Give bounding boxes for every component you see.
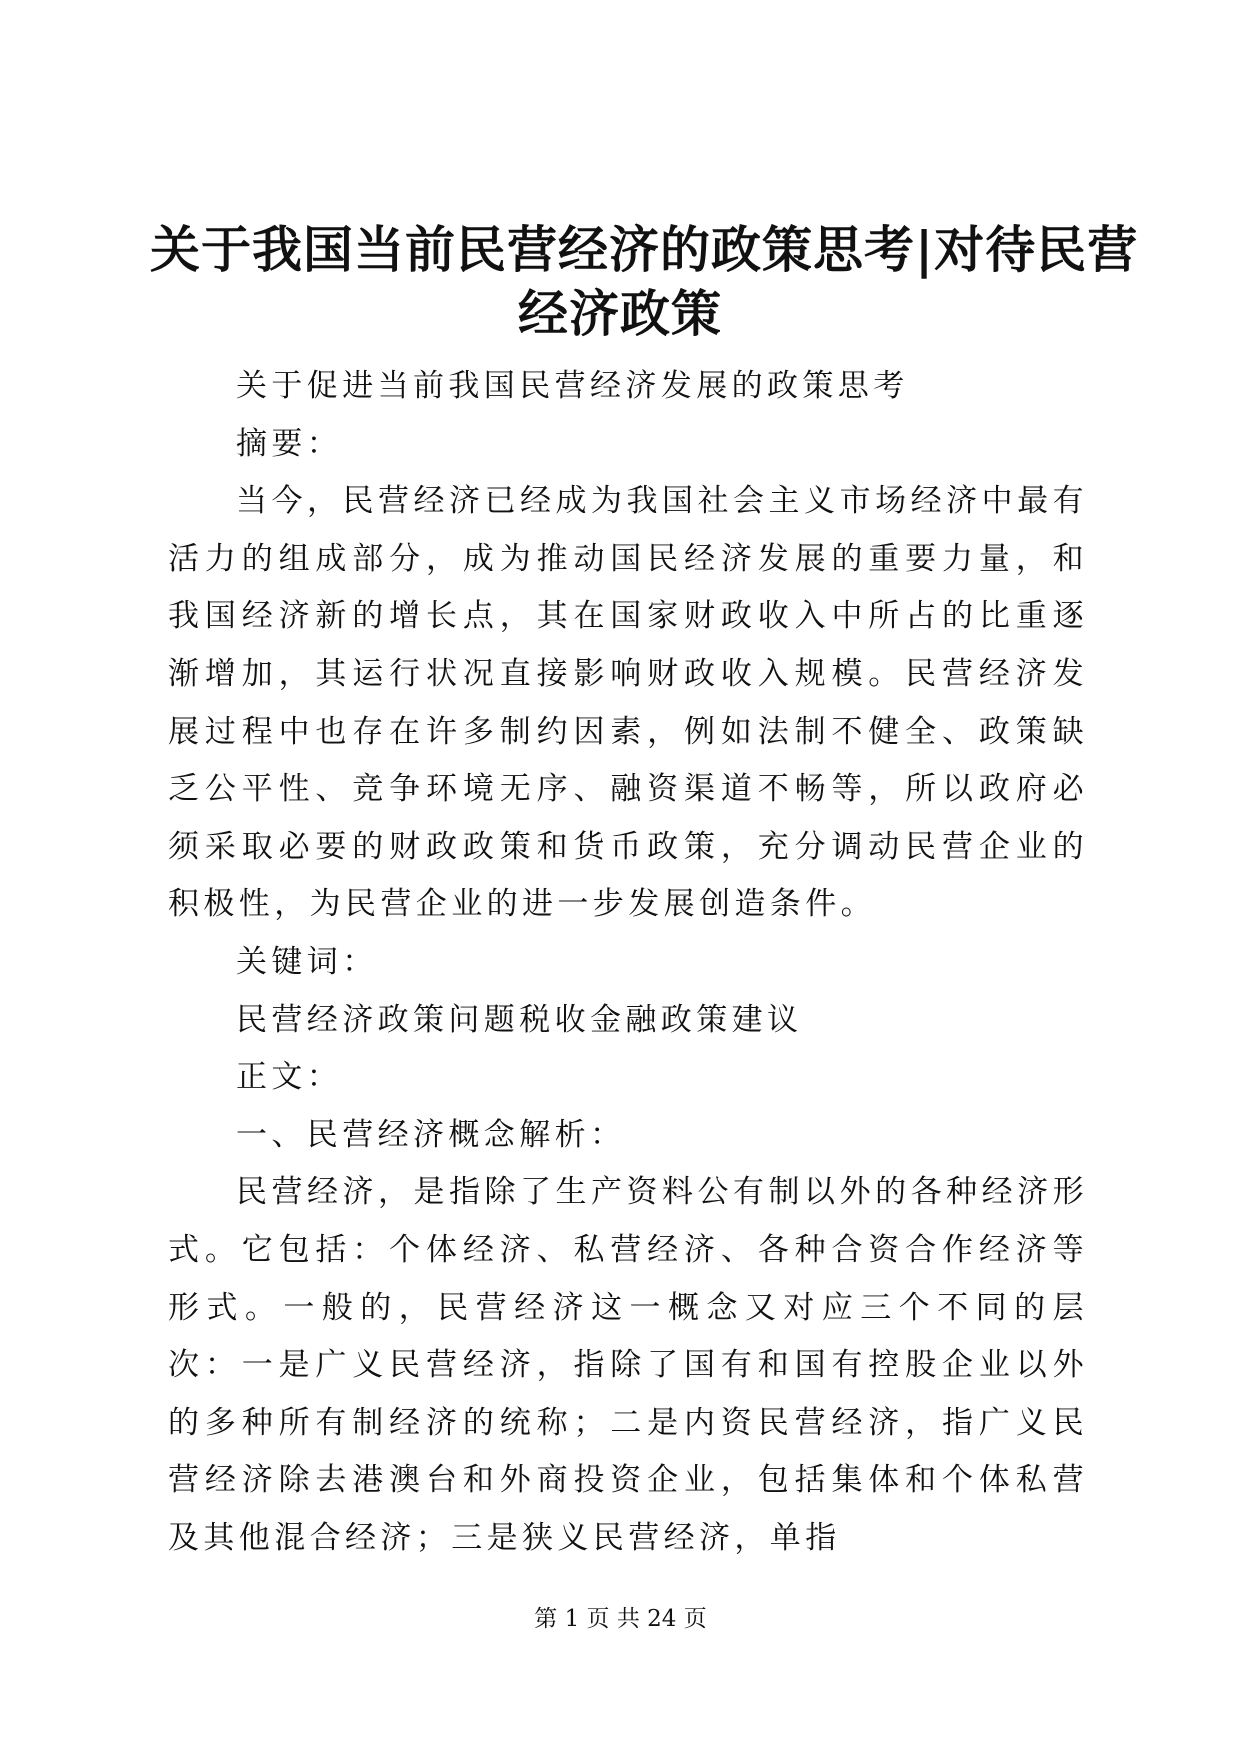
document-title	[150, 218, 1139, 346]
abstract-label: 摘要：	[236, 425, 343, 462]
abstract-paragraph: 当今，民营经济已经成为我国社会主义市场经济中最有活力的组成部分，成为推动国民经济发展的重要力量，和我国经济新的增长点，其在国家财政收入中所占的比重逐渐增加，其运行状况直接影响财政收入规模。民营经济发展过程中也存在许多制约因素，例如法制不健全、政策缺乏公平性、竞争环境无序、融资渠道不畅等，所以政府必须采取必要的财政政策和货币政策，充分调动民营企业的积极性，为民营企业的进一步发展创造条件。	[168, 483, 1088, 923]
body-label: 正文：	[236, 1059, 343, 1096]
keywords-paragraph: 民营经济政策问题税收金融政策建议	[236, 1001, 803, 1038]
section-paragraph: 民营经济，是指除了生产资料公有制以外的各种经济形式。它包括：个体经济、私营经济、各种合资合作经济等形式。一般的，民营经济这一概念又对应三个不同的层次：一是广义民营经济，指除了国有和国有控股企业以外的多种所有制经济的统称；二是内资民营经济，指广义民营经济除去港澳台和外商投资企业，包括集体和个体私营及其他混合经济；三是狭义民营经济，单指	[168, 1174, 1088, 1556]
document-body	[168, 358, 1088, 1567]
section-heading: 一、民营经济概念解析：	[236, 1116, 626, 1153]
keywords-label: 关键词：	[236, 943, 378, 980]
page-footer: 第 1 页 共 24 页	[534, 1606, 707, 1632]
title-line-1: 关于我国当前民营经济的政策思考|对待民营	[150, 220, 1139, 279]
title-line-2: 经济政策	[518, 284, 722, 343]
subtitle-paragraph: 关于促进当前我国民营经济发展的政策思考	[236, 368, 909, 404]
